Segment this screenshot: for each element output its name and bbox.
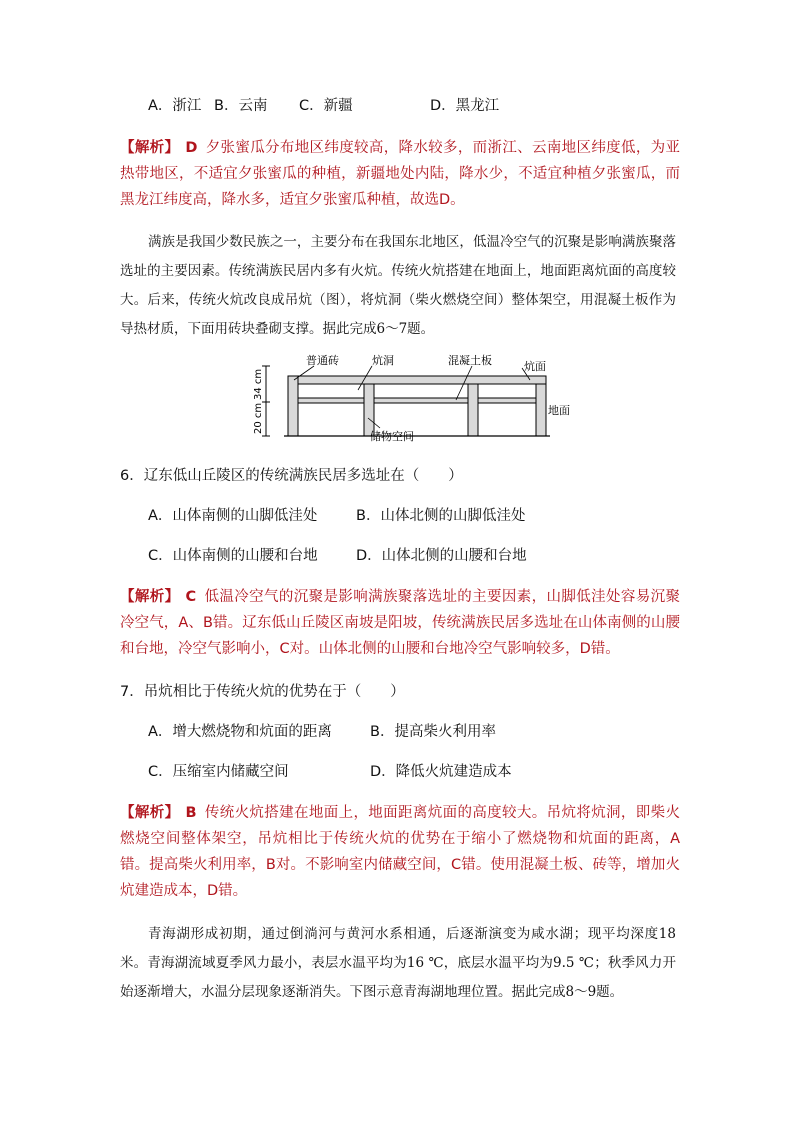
material-qinghai-lake: 青海湖形成初期，通过倒淌河与黄河水系相通，后逐渐演变为咸水湖；现平均深度18米。青海湖流域夏季风力最小，表层水温平均为16 ℃，底层水温平均为9.5 ℃；秋季风力开始逐渐增大，水温分层现象逐渐消失。下图示意青海湖地理位置。据此完成8～9题。 bbox=[120, 926, 676, 1000]
material-manchu: 满族是我国少数民族之一，主要分布在我国东北地区，低温冷空气的沉聚是影响满族聚落选址的主要因素。传统满族民居内多有火炕。传统火炕搭建在地面上，地面距离炕面的高度较大。后来，传统火炕改良成吊炕（图），将炕洞（柴火燃烧空间）整体架空，用混凝土板作为导热材质，下面用砖块叠砌支撑。据此完成6～7题。 bbox=[120, 234, 676, 337]
analysis-tag: 【解析】 bbox=[120, 589, 180, 605]
q6-analysis bbox=[120, 584, 680, 662]
q7-option-d: D．降低火炕建造成本 bbox=[370, 764, 512, 780]
q7-analysis bbox=[120, 800, 680, 904]
brick-pillar bbox=[468, 384, 478, 436]
label-slab: 混凝土板 bbox=[448, 354, 492, 367]
label-brick: 普通砖 bbox=[306, 354, 339, 367]
q5-option-c: C．新疆 bbox=[299, 98, 353, 114]
q6-option-c: C．山体南侧的山腰和台地 bbox=[148, 548, 318, 564]
concrete-slab bbox=[288, 398, 536, 403]
q7-option-a: A．增大燃烧物和炕面的距离 bbox=[148, 724, 332, 740]
q5-option-b: B．云南 bbox=[214, 98, 268, 114]
analysis-text: 传统火炕搭建在地面上，地面距离炕面的高度较大。吊炕将炕洞，即柴火燃烧空间整体架空，吊炕相比于传统火炕的优势在于缩小了燃烧物和炕面的距离，A错。提高柴火利用率，B对。不影响室内储藏空间，C错。使用混凝土板、砖等，增加火炕建造成本，D错。 bbox=[120, 805, 680, 899]
analysis-tag: 【解析】 bbox=[120, 805, 180, 821]
q5-option-a: A．浙江 bbox=[148, 98, 202, 114]
label-h1: 34 cm bbox=[253, 368, 264, 400]
q6-stem: 6．辽东低山丘陵区的传统满族民居多选址在（ ） bbox=[120, 468, 463, 484]
analysis-answer: B bbox=[185, 805, 197, 821]
kang-surface-slab bbox=[288, 376, 546, 384]
label-surface: 炕面 bbox=[524, 360, 546, 373]
brick-pillar bbox=[288, 376, 298, 436]
label-h2: 20 cm bbox=[253, 402, 264, 434]
q5-analysis bbox=[120, 135, 680, 213]
q7-option-c: C．压缩室内储藏空间 bbox=[148, 764, 289, 780]
brick-pillar bbox=[536, 384, 546, 436]
q7-option-b: B．提高柴火利用率 bbox=[370, 724, 496, 740]
q6-option-a: A．山体南侧的山脚低洼处 bbox=[148, 508, 318, 524]
q6-option-d: D．山体北侧的山腰和台地 bbox=[356, 548, 527, 564]
analysis-answer: C bbox=[185, 589, 197, 605]
q7-stem: 7．吊炕相比于传统火炕的优势在于（ ） bbox=[120, 684, 405, 700]
analysis-answer: D bbox=[185, 140, 198, 156]
q5-option-d: D．黑龙江 bbox=[430, 98, 500, 114]
analysis-text: 低温冷空气的沉聚是影响满族聚落选址的主要因素，山脚低洼处容易沉聚冷空气，A、B错。辽东低山丘陵区南坡是阳坡，传统满族民居多选址在山体南侧的山腰和台地，冷空气影响小，C对。山体北侧的山腰和台地冷空气影响较多，D错。 bbox=[120, 589, 680, 657]
label-storage: 储物空间 bbox=[370, 430, 414, 443]
label-ground: 地面 bbox=[548, 404, 570, 417]
kang-diagram bbox=[240, 350, 570, 446]
analysis-tag: 【解析】 bbox=[120, 140, 180, 156]
label-hole: 炕洞 bbox=[372, 354, 394, 367]
q6-option-b: B．山体北侧的山脚低洼处 bbox=[356, 508, 526, 524]
analysis-text: 夕张蜜瓜分布地区纬度较高，降水较多，而浙江、云南地区纬度低，为亚热带地区，不适宜夕张蜜瓜的种植，新疆地处内陆，降水少，不适宜种植夕张蜜瓜，而黑龙江纬度高，降水多，适宜夕张蜜瓜种植，故选D。 bbox=[120, 140, 680, 208]
brick-pillar bbox=[364, 384, 374, 436]
